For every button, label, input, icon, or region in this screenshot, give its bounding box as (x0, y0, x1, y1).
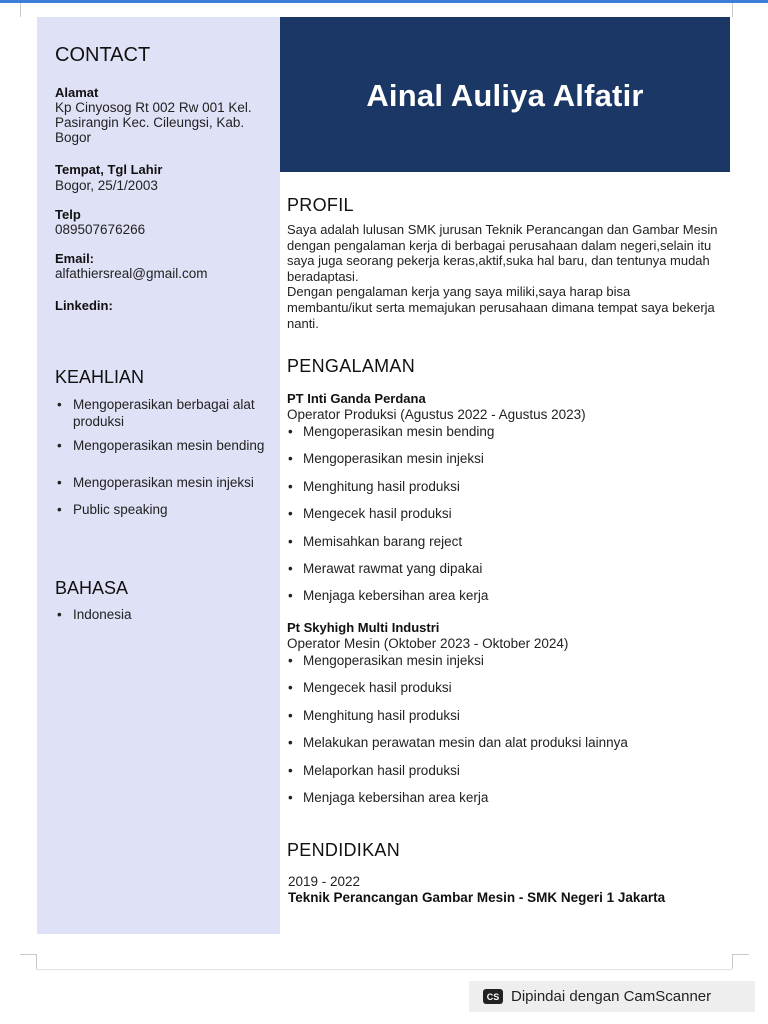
address-value (55, 100, 275, 145)
education-years: 2019 - 2022 (288, 874, 361, 889)
language-item: • Indonesia (55, 606, 277, 623)
job-role: Operator Produksi (Agustus 2022 - Agustus 2023) (287, 407, 586, 422)
job-task: • Menghitung hasil produksi (287, 479, 727, 506)
job-task-list (287, 424, 727, 616)
address-line: Pasirangin Kec. Cileungsi, Kab. (55, 115, 245, 130)
job-task: • Menjaga kebersihan area kerja (287, 790, 727, 817)
experience-heading: PENGALAMAN (287, 356, 416, 376)
email-label: Email: (55, 251, 95, 266)
job-task: • Memisahkan barang reject (287, 534, 727, 561)
camscanner-logo-icon: CS (483, 989, 503, 1004)
job-company: PT Inti Ganda Perdana (287, 391, 426, 406)
job-task: • Mengecek hasil produksi (287, 506, 727, 533)
skill-item: • Public speaking (55, 501, 277, 518)
profile-heading: PROFIL (287, 195, 354, 215)
job-task: • Merawat rawmat yang dipakai (287, 561, 727, 588)
languages-heading: BAHASA (55, 578, 129, 598)
contact-heading: CONTACT (55, 44, 151, 66)
job-task: • Mengecek hasil produksi (287, 680, 727, 707)
job-task-list (287, 653, 727, 817)
education-heading: PENDIDIKAN (287, 840, 401, 860)
languages-list (55, 606, 277, 623)
job-task: • Melaporkan hasil produksi (287, 763, 727, 790)
job-task: • Menjaga kebersihan area kerja (287, 588, 727, 615)
education-degree: Teknik Perancangan Gambar Mesin - SMK Negeri 1 Jakarta (288, 890, 666, 905)
job-task: • Mengoperasikan mesin bending (287, 424, 727, 451)
camscanner-text: Dipindai dengan CamScanner (511, 988, 712, 1005)
profile-text (287, 222, 719, 331)
job-role: Operator Mesin (Oktober 2023 - Oktober 2024) (287, 636, 569, 651)
job-company: Pt Skyhigh Multi Industri (287, 620, 440, 635)
address-line: Bogor (55, 130, 92, 145)
skills-list (55, 396, 277, 518)
page-bottom-rule (36, 969, 732, 970)
job-task: • Mengoperasikan mesin injeksi (287, 653, 727, 680)
profile-paragraph: Saya adalah lulusan SMK jurusan Teknik Perancangan dan Gambar Mesin dengan pengalaman kerja di berbagai perusahaan dalam negeri,selain itu saya juga seorang pekerja keras,aktif,suka hal baru, dan tentunya mudah beradaptasi. (287, 222, 718, 284)
job-task: • Melakukan perawatan mesin dan alat produksi lainnya (287, 735, 727, 762)
job-task: • Menghitung hasil produksi (287, 708, 727, 735)
skill-item: • Mengoperasikan berbagai alat produksi (55, 396, 277, 437)
top-accent-line (0, 0, 768, 3)
birth-value: Bogor, 25/1/2003 (55, 178, 158, 193)
address-label: Alamat (55, 85, 99, 100)
skill-item: • Mengoperasikan mesin bending (55, 437, 277, 474)
page-corner-mark (732, 954, 749, 969)
camscanner-badge (469, 981, 755, 1012)
phone-label: Telp (55, 207, 81, 222)
page-corner-mark (20, 3, 35, 17)
skill-item: • Mengoperasikan mesin injeksi (55, 474, 277, 501)
job-task: • Mengoperasikan mesin injeksi (287, 451, 727, 478)
email-value: alfathiersreal@gmail.com (55, 266, 208, 281)
birth-label: Tempat, Tgl Lahir (55, 162, 163, 177)
linkedin-label: Linkedin: (55, 298, 113, 313)
candidate-name: Ainal Auliya Alfatir (366, 78, 644, 113)
profile-paragraph: Dengan pengalaman kerja yang saya miliki,saya harap bisa membantu/ikut serta memajukan perusahaan dimana tempat saya bekerja nanti. (287, 284, 715, 331)
page-corner-mark (20, 954, 37, 969)
page-corner-mark (732, 3, 747, 17)
phone-value: 089507676266 (55, 222, 146, 237)
skills-heading: KEAHLIAN (55, 367, 145, 387)
address-line: Kp Cinyosog Rt 002 Rw 001 Kel. (55, 100, 252, 115)
